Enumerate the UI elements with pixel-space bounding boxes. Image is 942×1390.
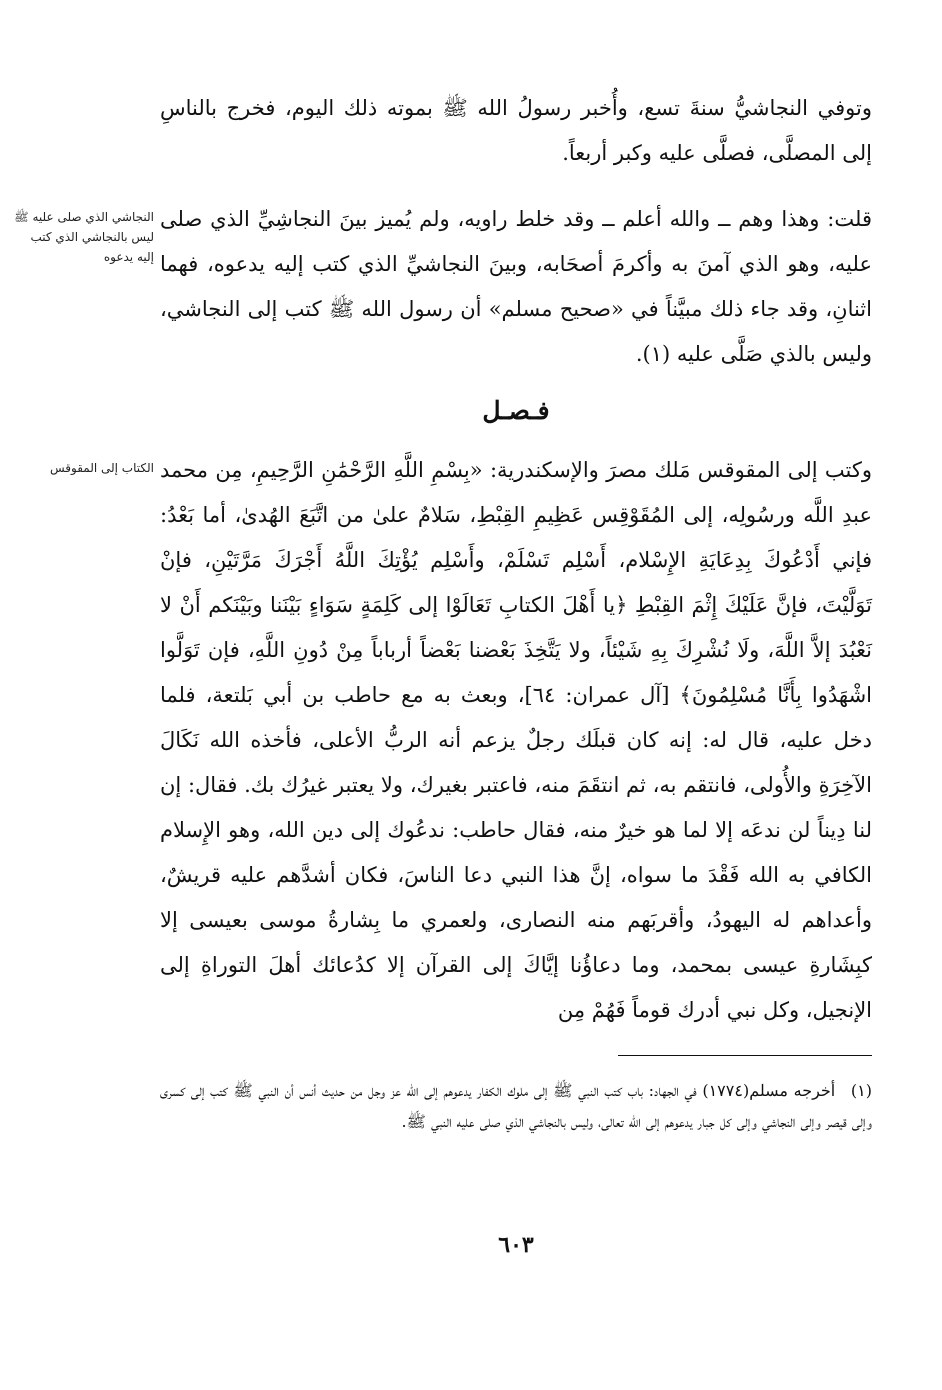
paragraph-najashi-death: وتوفي النجاشيُّ سنةَ تسع، وأُخبر رسولُ الله ﷺ بموته ذلك اليوم، فخرج بالناسِ إلى المصلَّى، فصلَّى عليه وكبر أربعاً.: [160, 96, 872, 165]
page-number: ٦٠٣: [498, 1232, 534, 1258]
footnote-divider: [618, 1055, 872, 1056]
footnote-text: أخرجه مسلم(١٧٧٤) في الجهاد: باب كتب النبي ﷺ إلى ملوك الكفار يدعوهم إلى الله عز وجل من حديث أنس أن النبي ﷺ كتب إلى كسرى وإلى قيصر وإلى النجاشي وإلى كل جبار يدعوهم إلى الله تعالى، وليس بالنجاشي الذي صلى عليه النبي ﷺ.: [160, 1081, 872, 1131]
footnote-number: (١): [850, 1081, 872, 1100]
margin-note-najashi: النجاشي الذي صلى عليه ﷺ ليس بالنجاشي الذي كتب إليه يدعوه: [14, 210, 154, 264]
margin-note-muqawqis: الكتاب إلى المقوقس: [49, 461, 154, 475]
section-heading: فـصـل: [482, 396, 550, 425]
footnote: [160, 1075, 872, 1137]
paragraph-letter-muqawqis: وكتب إلى المقوقس مَلك مصرَ والإسكندرية: «بِسْمِ اللَّهِ الرَّحْمَٰنِ الرَّحِيمِ، مِن محمد عبدِ اللَّه ورسُولِه، إلى المُقَوْقِس عَظِيمِ القِبْطِ، سَلامٌ علىٰ من اتَّبَعَ الهُدىٰ، أما بَعْدُ: فإني أَدْعُوكَ بِدِعَايَةِ الإِسْلام، أَسْلِم تَسْلَمْ، وأَسْلِم يُؤْتِكَ اللَّهُ أَجْرَكَ مَرَّتَيْنِ، فإنْ تَوَلَّيْتَ، فإنَّ عَلَيْكَ إِثْمَ القِبْطِ ﴿يا أَهْلَ الكتابِ تَعَالَوْا إلى كَلِمَةٍ سَوَاءٍ بَيْنَنا وبَيْنَكم أَنْ لا نَعْبُدَ إلاَّ اللَّهَ، ولَا نُشْرِكَ بِهِ شَيْئاً، ولا يَتَّخِذَ بَعْضنا بَعْضاً أرباباً مِنْ دُونِ اللَّهِ، فإن تَوَلَّوا اشْهَدُوا بِأَنَّا مُسْلِمُونَ﴾ [آل عمران: ٦٤]، وبعث به مع حاطب بن أبي بَلتعة، فلما دخل عليه، قال له: إنه كان قبلَك رجلٌ يزعم أنه الربُّ الأعلى، فأخذه الله نَكَالَ الآخِرَةِ والأُولى، فانتقم به، ثم انتقَمَ منه، فاعتبر بغيرك، ولا يعتبر غيرُك بك. فقال: إن لنا دِيناً لن ندعَه إلا لما هو خيرٌ منه، فقال حاطب: ندعُوك إلى دين الله، وهو الإِسلام الكافي به الله فَقْدَ ما سواه، إنَّ هذا النبي دعا الناسَ، فكان أشدَّهم عليه قريشٌ، وأعداهم له اليهودُ، وأقربَهم منه النصارى، ولعمري ما بِشارةُ موسى بعيسى إلا كبِشَارةِ عيسى بمحمد، وما دعاؤُنا إيَّاكَ إلى القرآن إلا كدُعائك أهلَ التوراةِ إلى الإنجيل، وكل نبي أدرك قوماً فَهُمْ مِن: [160, 458, 872, 1022]
paragraph-najashi-distinction: قلت: وهذا وهم ــ والله أعلم ــ وقد خلط راويه، ولم يُميز بينَ النجاشِيِّ الذي صلى عليه، وهو الذي آمنَ به وأكرمَ أصحَابه، وبينَ النجاشيِّ الذي كتب إليه يدعوه، فهما اثنانِ، وقد جاء ذلك مبيَّناً في «صحيح مسلم» أن رسول الله ﷺ كتب إلى النجاشي، وليس بالذي صَلَّى عليه (١).: [160, 207, 872, 366]
